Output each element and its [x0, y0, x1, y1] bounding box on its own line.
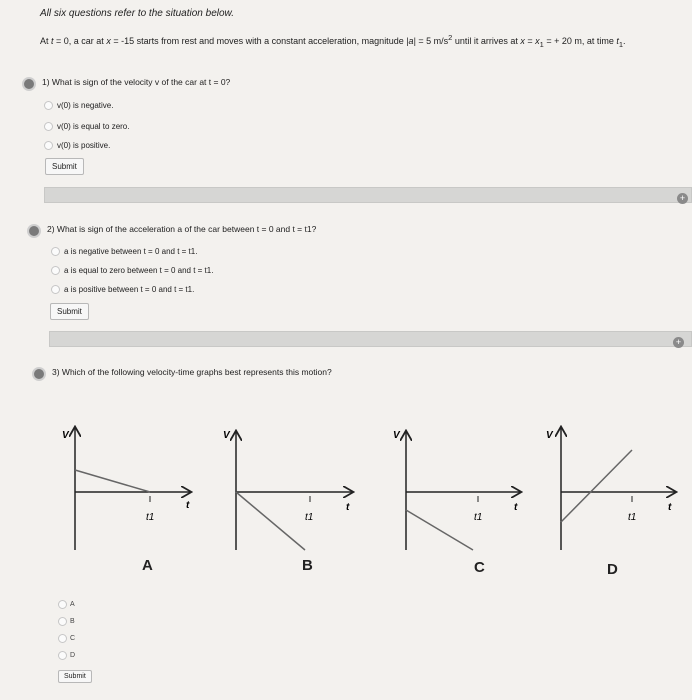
q2-option[interactable]: a is negative between t = 0 and t = t1.: [51, 247, 197, 256]
intro-text: All six questions refer to the situation below.: [40, 8, 234, 19]
t1-label: t1: [305, 512, 314, 523]
question-status-icon: [27, 224, 41, 238]
graph-d-label: D: [607, 561, 618, 578]
expand-icon[interactable]: +: [673, 337, 684, 348]
radio-button[interactable]: [51, 266, 60, 275]
graph-c: [393, 430, 520, 550]
q1-option[interactable]: v(0) is equal to zero.: [44, 122, 129, 131]
graph-a-label: A: [142, 557, 153, 574]
t1-label: t1: [146, 512, 155, 523]
velocity-line: [561, 450, 632, 522]
v-axis-label: V: [546, 430, 553, 441]
graph-b-label: B: [302, 557, 313, 574]
situation-text: At t = 0, a car at x = -15 starts from rest and moves with a constant acceleration, magnitude |a| = 5 $m/s^2$ until it arrives at $x = x_1$ = + 20 m, at time $t_1$.: [40, 33, 626, 49]
graph-d: [546, 428, 675, 550]
q1-text: 1) What is sign of the velocity v of the car at t = 0?: [42, 77, 231, 87]
radio-button[interactable]: [44, 101, 53, 110]
radio-button[interactable]: [44, 141, 53, 150]
t-axis-label: t: [346, 502, 350, 513]
radio-button[interactable]: [58, 600, 67, 609]
q3-option[interactable]: A: [58, 600, 75, 609]
question-status-icon: [32, 367, 46, 381]
t1-label: t1: [474, 512, 483, 523]
graph-c-label: C: [474, 559, 485, 576]
q2-option[interactable]: a is equal to zero between t = 0 and t = t1.: [51, 266, 213, 275]
radio-button[interactable]: [51, 285, 60, 294]
velocity-line: [236, 492, 305, 550]
velocity-line: [75, 470, 150, 492]
graph-b: [223, 430, 352, 550]
q3-submit-button[interactable]: Submit: [58, 670, 92, 683]
t-axis-label: t: [186, 500, 190, 511]
v-axis-label: V: [62, 430, 69, 441]
radio-button[interactable]: [44, 122, 53, 131]
expand-icon[interactable]: +: [677, 193, 688, 204]
v-axis-label: V: [393, 430, 400, 441]
radio-button[interactable]: [58, 651, 67, 660]
radio-button[interactable]: [58, 634, 67, 643]
q1-option[interactable]: v(0) is negative.: [44, 101, 113, 110]
radio-button[interactable]: [58, 617, 67, 626]
q2-option[interactable]: a is positive between t = 0 and t = t1.: [51, 285, 194, 294]
q3-option[interactable]: C: [58, 634, 75, 643]
v-axis-label: V: [223, 430, 230, 441]
q3-text: 3) Which of the following velocity-time graphs best represents this motion?: [52, 367, 332, 377]
t-axis-label: t: [514, 502, 518, 513]
t-axis-label: t: [668, 502, 672, 513]
q2-text: 2) What is sign of the acceleration a of the car between t = 0 and t = t1?: [47, 224, 317, 234]
velocity-line: [406, 510, 473, 550]
graph-a: [62, 428, 190, 550]
question-status-icon: [22, 77, 36, 91]
q2-submit-button[interactable]: Submit: [50, 303, 89, 320]
q1-option[interactable]: v(0) is positive.: [44, 141, 110, 150]
t1-label: t1: [628, 512, 637, 523]
feedback-bar: [44, 187, 692, 203]
q1-submit-button[interactable]: Submit: [45, 158, 84, 175]
q3-option[interactable]: B: [58, 617, 75, 626]
q3-option[interactable]: D: [58, 651, 75, 660]
feedback-bar: [49, 331, 692, 347]
radio-button[interactable]: [51, 247, 60, 256]
velocity-time-graphs: [0, 410, 692, 590]
